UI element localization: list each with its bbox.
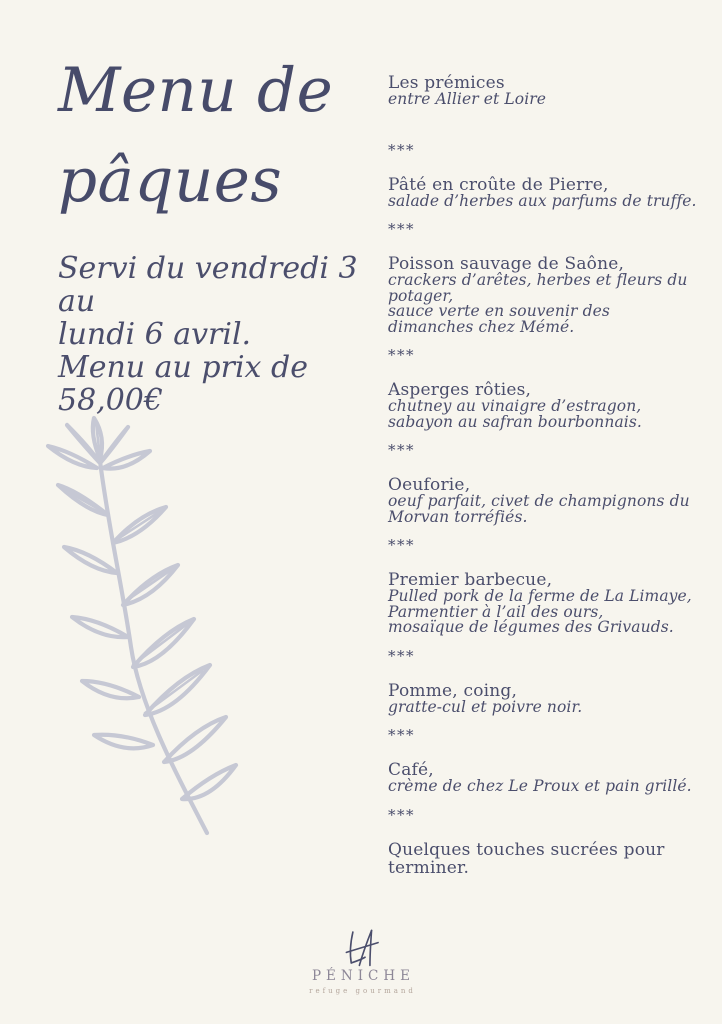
menu-section bbox=[388, 761, 698, 795]
menu-section bbox=[388, 381, 698, 430]
branch-illustration-icon bbox=[28, 415, 258, 840]
menu-section bbox=[388, 476, 698, 525]
menu-section bbox=[388, 176, 698, 210]
menu-item-title: Quelques touches sucrées pour terminer. bbox=[388, 839, 665, 878]
menu-list bbox=[388, 74, 698, 877]
menu-item-detail: entre Allier et Loire bbox=[388, 90, 547, 108]
menu-item-detail: mosaïque de légumes des Grivauds. bbox=[388, 618, 674, 636]
menu-item-detail: chutney au vinaigre d’estragon, bbox=[388, 397, 642, 415]
section-separator: *** bbox=[388, 220, 415, 238]
menu-item-title: Poisson sauvage de Saône, bbox=[388, 254, 625, 274]
page-title: Menu de pâques bbox=[58, 55, 334, 216]
menu-item-detail: crème de chez Le Proux et pain grillé. bbox=[388, 777, 692, 795]
menu-item-title: Pâté en croûte de Pierre, bbox=[388, 174, 609, 195]
menu-item-title: Pomme, coing, bbox=[388, 680, 518, 701]
section-separator: *** bbox=[388, 536, 415, 554]
section-separator: *** bbox=[388, 805, 415, 824]
menu-item-title: Les prémices bbox=[388, 73, 505, 93]
menu-item-detail: Parmentier à l’ail des ours, bbox=[388, 602, 604, 621]
menu-item-title: Oeuforie, bbox=[388, 475, 471, 495]
menu-item-detail: Pulled pork de la ferme de La Limaye, bbox=[388, 587, 692, 605]
menu-section bbox=[388, 682, 698, 716]
serving-info-line: Menu au prix de 58,00€ bbox=[58, 350, 308, 418]
restaurant-logo bbox=[0, 928, 722, 996]
serving-info-line: Servi du vendredi 3 au bbox=[58, 251, 358, 319]
menu-item-title: Premier barbecue, bbox=[388, 570, 553, 590]
menu-item-detail: sabayon au safran bourbonnais. bbox=[388, 412, 642, 431]
logo-tagline: refuge gourmand bbox=[309, 987, 416, 995]
menu-section bbox=[388, 841, 698, 877]
menu-item-detail: oeuf parfait, civet de champignons du Morvan torréfiés. bbox=[388, 492, 690, 526]
section-separator: *** bbox=[388, 140, 415, 159]
menu-section bbox=[388, 571, 698, 636]
serving-info bbox=[58, 252, 388, 417]
menu-item-title: Café, bbox=[388, 760, 434, 780]
menu-section bbox=[388, 74, 698, 108]
menu-item-detail: sauce verte en souvenir des dimanches chez Mémé. bbox=[388, 302, 610, 336]
menu-item-detail: gratte-cul et poivre noir. bbox=[388, 697, 583, 716]
menu-item-title: Asperges rôties, bbox=[388, 380, 532, 400]
menu-section bbox=[388, 255, 698, 335]
menu-item-detail: crackers d’arêtes, herbes et fleurs du potager, bbox=[388, 271, 688, 305]
la-monogram-icon bbox=[339, 928, 383, 967]
menu-item-detail: salade d’herbes aux parfums de truffe. bbox=[388, 191, 697, 210]
section-separator: *** bbox=[388, 441, 415, 459]
section-separator: *** bbox=[388, 646, 415, 665]
serving-info-line: lundi 6 avril. bbox=[58, 317, 252, 352]
logo-name: PÉNICHE bbox=[311, 968, 416, 984]
section-separator: *** bbox=[388, 726, 415, 744]
section-separator: *** bbox=[388, 346, 415, 364]
